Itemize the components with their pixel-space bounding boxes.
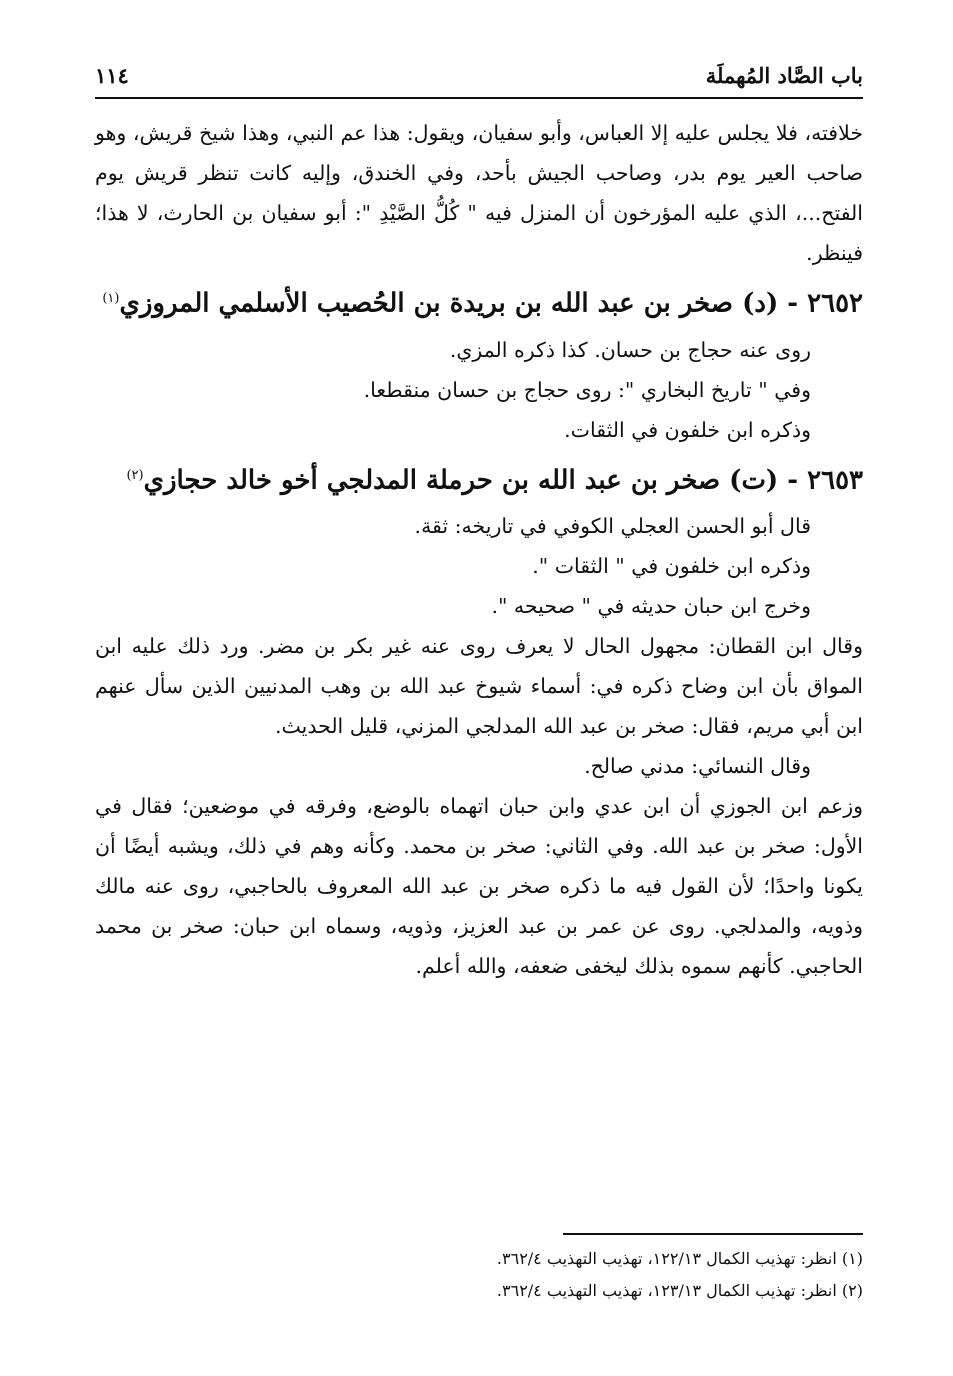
- chapter-title: باب الصَّاد المُهملَة: [705, 63, 863, 88]
- entry-line: وذكره ابن خلفون في الثقات.: [564, 417, 811, 442]
- page-header: [95, 55, 863, 99]
- entry-line: وقال النسائي: مدني صالح.: [584, 754, 811, 779]
- entry-line: وخرج ابن حبان حديثه في " صحيحه ".: [491, 594, 811, 619]
- entry-heading-text: ٢٦٥٣ - (ت) صخر بن عبد الله بن حرملة المدلجي أخو خالد حجازي: [143, 465, 863, 496]
- entry-heading-2653: [95, 450, 863, 507]
- page-number: ١١٤: [95, 63, 129, 88]
- entry-paragraph: وزعم ابن الجوزي أن ابن عدي وابن حبان اتهماه بالوضع، وفرقه في موضعين؛ فقال في الأول: صخر بن عبد الله. وفي الثاني: صخر بن محمد. وكأنه وهم في ذلك، ويشبه أيضًا أن يكونا واحدًا؛ لأن القول فيه ما ذكره صخر بن عبد الله المعروف بالحاجبي، روى عنه مالك وذويه، والمدلجي. روى عن عمر بن عبد العزيز، وذويه، وسماه ابن حبان: صخر بن محمد الحاجبي. كأنهم سموه بذلك ليخفى ضعفه، والله أعلم.: [95, 794, 863, 979]
- entry-heading-2652: [95, 273, 863, 330]
- footnote-ref-1: (١): [102, 291, 120, 306]
- entry-line: وفي " تاريخ البخاري ": روى حجاج بن حسان منقطعا.: [363, 377, 811, 402]
- footnotes: [95, 1243, 863, 1307]
- entry-line: قال أبو الحسن العجلي الكوفي في تاريخه: ثقة.: [414, 514, 811, 539]
- entry-line: روى عنه حجاج بن حسان. كذا ذكره المزي.: [449, 337, 811, 362]
- intro-paragraph: خلافته، فلا يجلس عليه إلا العباس، وأبو سفيان، ويقول: هذا عم النبي، وهذا شيخ قريش، وهو صاحب العير يوم بدر، وصاحب الجيش بأحد، وفي الخندق، وإليه كانت تنظر قريش يوم الفتح...، الذي عليه المؤرخون أن المنزل فيه " كُلُّ الصَّيْدِ ": أبو سفيان بن الحارث، لا هذا؛ فينظر.: [95, 121, 863, 265]
- footnote-2: (٢) انظر: تهذيب الكمال ١٢٣/١٣، تهذيب التهذيب ٣٦٢/٤.: [496, 1281, 863, 1300]
- footnote-ref-2: (٢): [126, 467, 144, 483]
- entry-heading-text: ٢٦٥٢ - (د) صخر بن عبد الله بن بريدة بن الحُصيب الأسلمي المروزي: [119, 288, 863, 319]
- book-page: [95, 55, 863, 1315]
- footnote-1: (١) انظر: تهذيب الكمال ١٢٢/١٣، تهذيب التهذيب ٣٦٢/٤.: [496, 1249, 863, 1268]
- entry-paragraph: وقال ابن القطان: مجهول الحال لا يعرف روى عنه غير بكر بن مضر. ورد ذلك عليه ابن المواق بأن ابن وضاح ذكره في: أسماء شيوخ عبد الله بن وهب المدنيين الذين سأل عنهم ابن أبي مريم، فقال: صخر بن عبد الله المدلجي المزني، قليل الحديث.: [95, 634, 863, 739]
- footnote-divider: [563, 1233, 863, 1235]
- entry-line: وذكره ابن خلفون في " الثقات ".: [532, 554, 811, 579]
- main-text: [95, 113, 863, 986]
